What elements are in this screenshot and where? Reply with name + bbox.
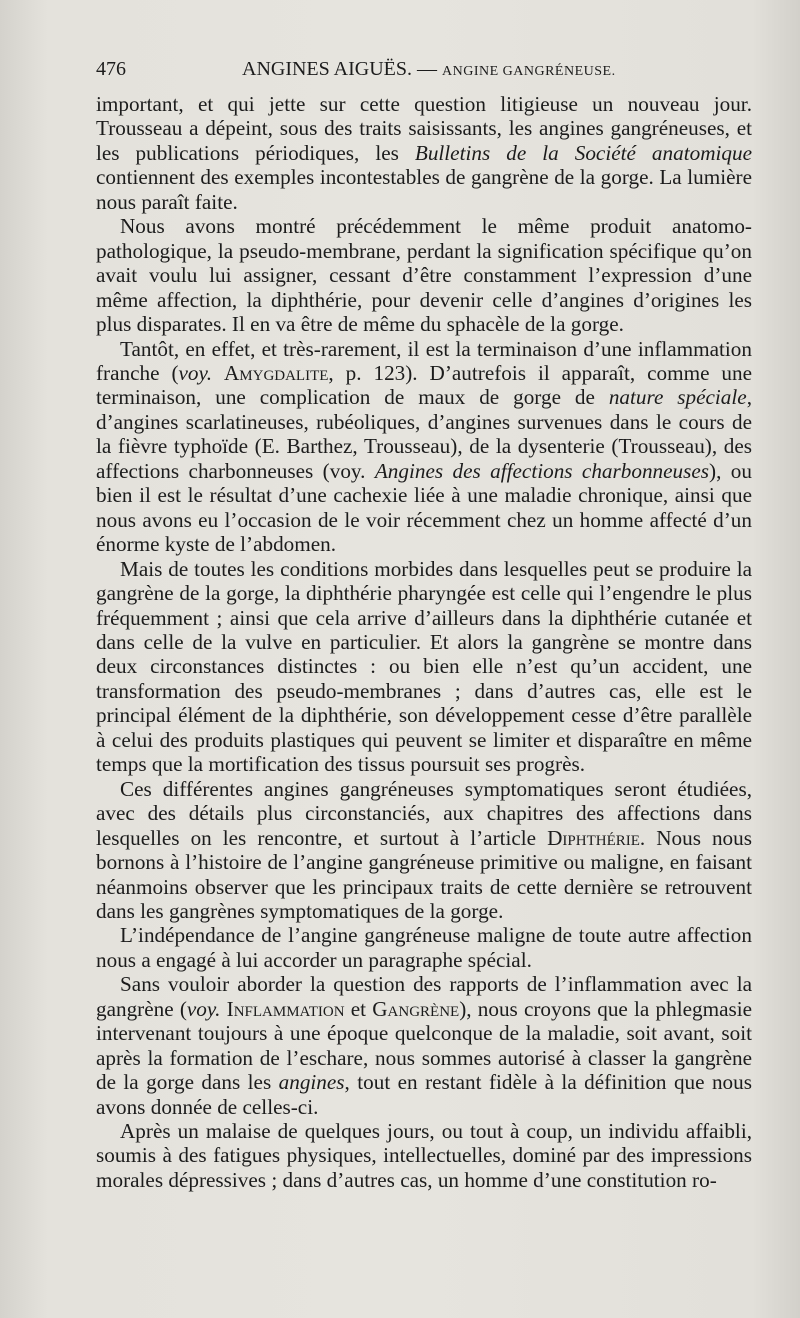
- small-caps-text: Diphthérie: [547, 825, 640, 850]
- text-segment: contiennent des exemples incontestables de gangrène de la gorge. La lumière nous paraît faite.: [96, 165, 752, 214]
- text-segment: Après un malaise de quelques jours, ou tout à coup, un individu affaibli, soumis à des fatigues physiques, intellectuelles, dominé par des impressions morales dépressives ; dans d’autres cas, un homme d’une constitution ro-: [96, 1119, 752, 1192]
- italic-text: Bulletins de la Société anatomique: [414, 140, 752, 165]
- paragraph: [96, 337, 752, 557]
- text-segment: [212, 361, 224, 385]
- body-text: [96, 92, 752, 1192]
- text-segment: Sans vouloir aborder la question des rapports de l’inflammation avec la gangrène (: [96, 972, 752, 1021]
- italic-text: angines: [278, 1070, 345, 1095]
- text-segment: , tout en restant fidèle à la définition que nous avons donnée de celles-ci.: [96, 1070, 752, 1119]
- running-title-main: ANGINES AIGUËS.: [242, 58, 412, 80]
- paragraph: [96, 214, 752, 336]
- text-segment: Ces différentes angines gangréneuses symptomatiques seront étudiées, avec des détails plus circonstanciés, aux chapitres des affections dans lesquelles on les rencontre, et surtout à l’article: [96, 776, 752, 850]
- text-segment: important, et qui jette sur cette question litigieuse un nouveau jour. Trousseau a dépeint, sous des traits saisissants, les angines gangréneuses, et les publications périodiques, les: [96, 92, 752, 165]
- text-segment: Tantôt, en effet, et très-rarement, il est la terminaison d’une inflammation franche (: [96, 336, 752, 385]
- text-segment: et: [344, 996, 373, 1021]
- paragraph: [96, 1119, 752, 1192]
- running-title-dash: —: [417, 58, 437, 80]
- running-title: [242, 58, 616, 81]
- text-segment: L’indépendance de l’angine gangréneuse maligne de toute autre affection nous a engagé à lui accorder un paragraphe spécial.: [96, 923, 752, 972]
- page-number: 476: [96, 58, 126, 80]
- italic-text: voy.: [178, 360, 213, 385]
- paragraph: [96, 777, 752, 924]
- paragraph: [96, 972, 752, 1119]
- paragraph: [96, 557, 752, 777]
- italic-text: nature spéciale: [608, 385, 747, 410]
- text-segment: , p. 123). D’autrefois il apparaît, comme une terminaison, une complication de maux de gorge de: [96, 360, 752, 410]
- italic-text: voy.: [186, 996, 221, 1021]
- small-caps-text: Amygdalite: [223, 360, 329, 385]
- text-segment: Mais de toutes les conditions morbides dans lesquelles peut se produire la gangrène de la gorge, la diphthérie pharyngée est celle qui l’engendre le plus fréquemment ; ainsi que cela arrive d’ailleurs dans la diphthérie cutanée et dans celle de la vulve en particulier. Et alors la gangrène se montre dans deux circonstances distinctes : ou bien elle n’est qu’un accident, une transformation des pseudo-membranes ; dans d’autres cas, elle est le principal élément de la diphthérie, son développement cesse d’être parallèle à celui des produits plastiques qui peuvent se limiter et disparaître en même temps que la mortification des tissus poursuit ses progrès.: [96, 556, 752, 777]
- italic-text: Angines des affections charbonneuses: [374, 458, 710, 483]
- text-segment: , d’angines scarlatineuses, rubéoliques, d’angines survenues dans le cours de la fièvre typhoïde (E. Barthez, Trousseau), de la dysenterie (Trousseau), des affections charbonneuses (voy.: [96, 385, 752, 483]
- paragraph: [96, 923, 752, 972]
- small-caps-text: Inflammation: [226, 996, 345, 1021]
- text-segment: Nous avons montré précédemment le même produit anatomo-pathologique, la pseudo-membrane, perdant la signification spécifique qu’on avait voulu lui assigner, cessant d’être constamment l’expression d’une même affection, la diphthérie, pour devenir celle d’angines d’origines les plus disparates. Il en va être de même du sphacèle de la gorge.: [96, 214, 752, 337]
- text-segment: . Nous nous bornons à l’histoire de l’angine gangréneuse primitive ou maligne, en faisant néanmoins observer que les principaux traits de cette dernière se retrouvent dans les gangrènes symptomatiques de la gorge.: [96, 825, 752, 923]
- running-header: [96, 58, 752, 88]
- text-segment: ), nous croyons que la phlegmasie intervenant toujours à une époque quelconque de la maladie, soit avant, soit après la formation de l’eschare, nous sommes autorisé à classer la gangrène de la gorge dans les: [96, 996, 753, 1095]
- text-segment: ), ou bien il est le résultat d’une cachexie liée à une maladie chronique, ainsi que nous avons eu l’occasion de le voir récemment chez un homme affecté d’un énorme kyste de l’abdomen.: [96, 458, 752, 557]
- small-caps-text: Gangrène: [372, 996, 460, 1021]
- running-subtitle: ANGINE GANGRÉNEUSE.: [442, 64, 616, 79]
- paragraph: [96, 92, 752, 214]
